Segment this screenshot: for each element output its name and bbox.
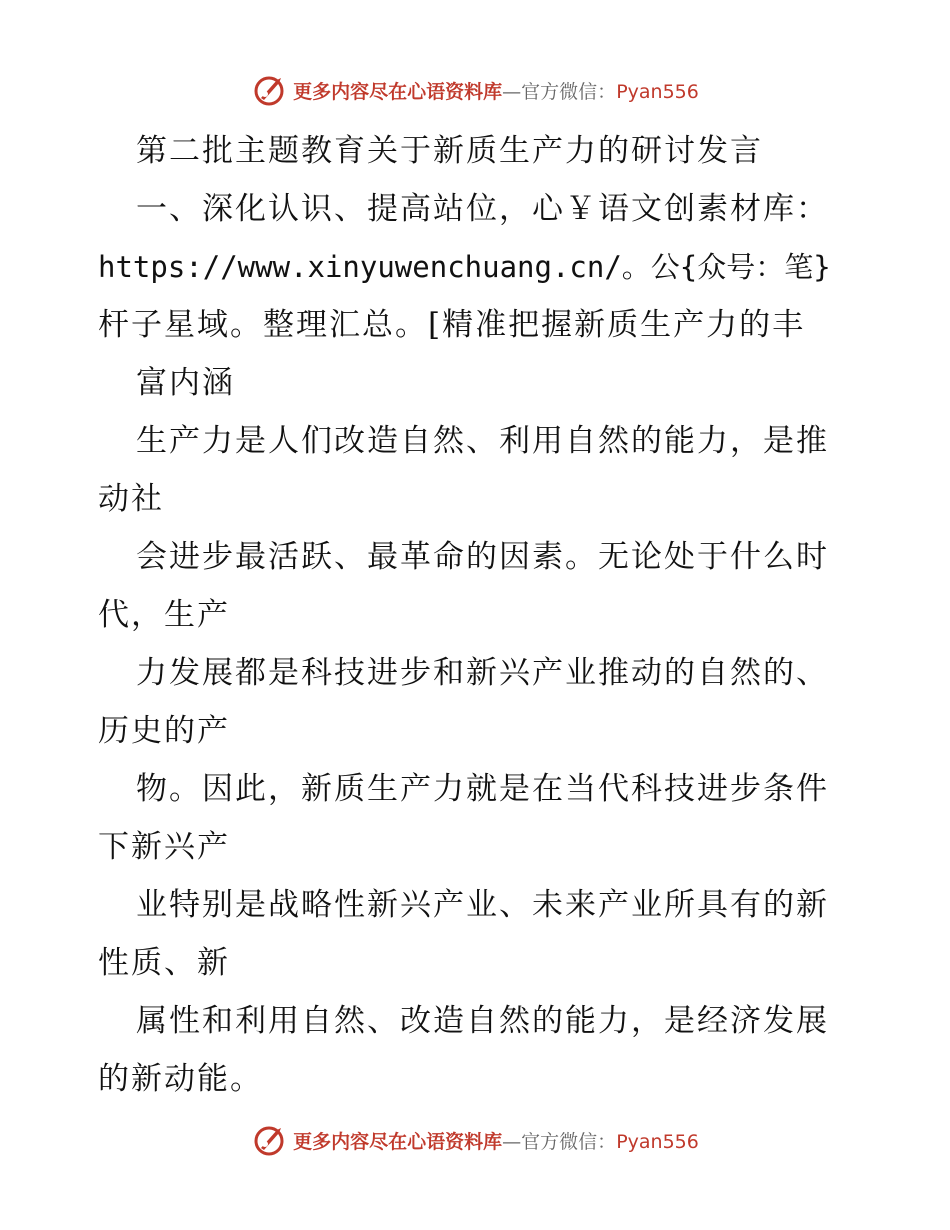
watermark-text: 更多内容尽在心语资料库—官方微信：Pyan556 <box>293 80 699 103</box>
quill-logo-icon <box>251 72 287 108</box>
text-line: 下新兴产 <box>98 829 230 865</box>
text-line: 力发展都是科技进步和新兴产业推动的自然的、 <box>136 655 829 691</box>
text-line: 历史的产 <box>98 713 230 749</box>
text-line: 杆子星域。整理汇总。[精准把握新质生产力的丰 <box>98 307 806 343</box>
text-line: 的新动能。 <box>98 1061 263 1097</box>
watermark-text: 更多内容尽在心语资料库—官方微信：Pyan556 <box>293 1130 699 1153</box>
text-line: 性质、新 <box>98 945 230 981</box>
text-line: 会进步最活跃、最革命的因素。无论处于什么时 <box>136 539 829 575</box>
text-line: 富内涵 <box>136 365 235 401</box>
header-watermark <box>0 70 950 110</box>
document-body <box>98 122 858 1108</box>
document-title: 第二批主题教育关于新质生产力的研讨发言 <box>136 133 763 169</box>
footer-watermark <box>0 1120 950 1160</box>
text-line: https://www.xinyuwenchuang.cn/。公{众号：笔} <box>98 250 831 284</box>
text-line: 生产力是人们改造自然、利用自然的能力，是推 <box>136 423 829 459</box>
text-line: 物。因此，新质生产力就是在当代科技进步条件 <box>136 771 829 807</box>
text-line: 属性和利用自然、改造自然的能力，是经济发展 <box>136 1003 829 1039</box>
text-line: 动社 <box>98 481 164 517</box>
quill-logo-icon <box>251 1122 287 1158</box>
text-line: 业特别是战略性新兴产业、未来产业所具有的新 <box>136 887 829 923</box>
text-line: 一、深化认识、提高站位，心￥语文创素材库： <box>136 191 829 227</box>
text-line: 代，生产 <box>98 597 230 633</box>
